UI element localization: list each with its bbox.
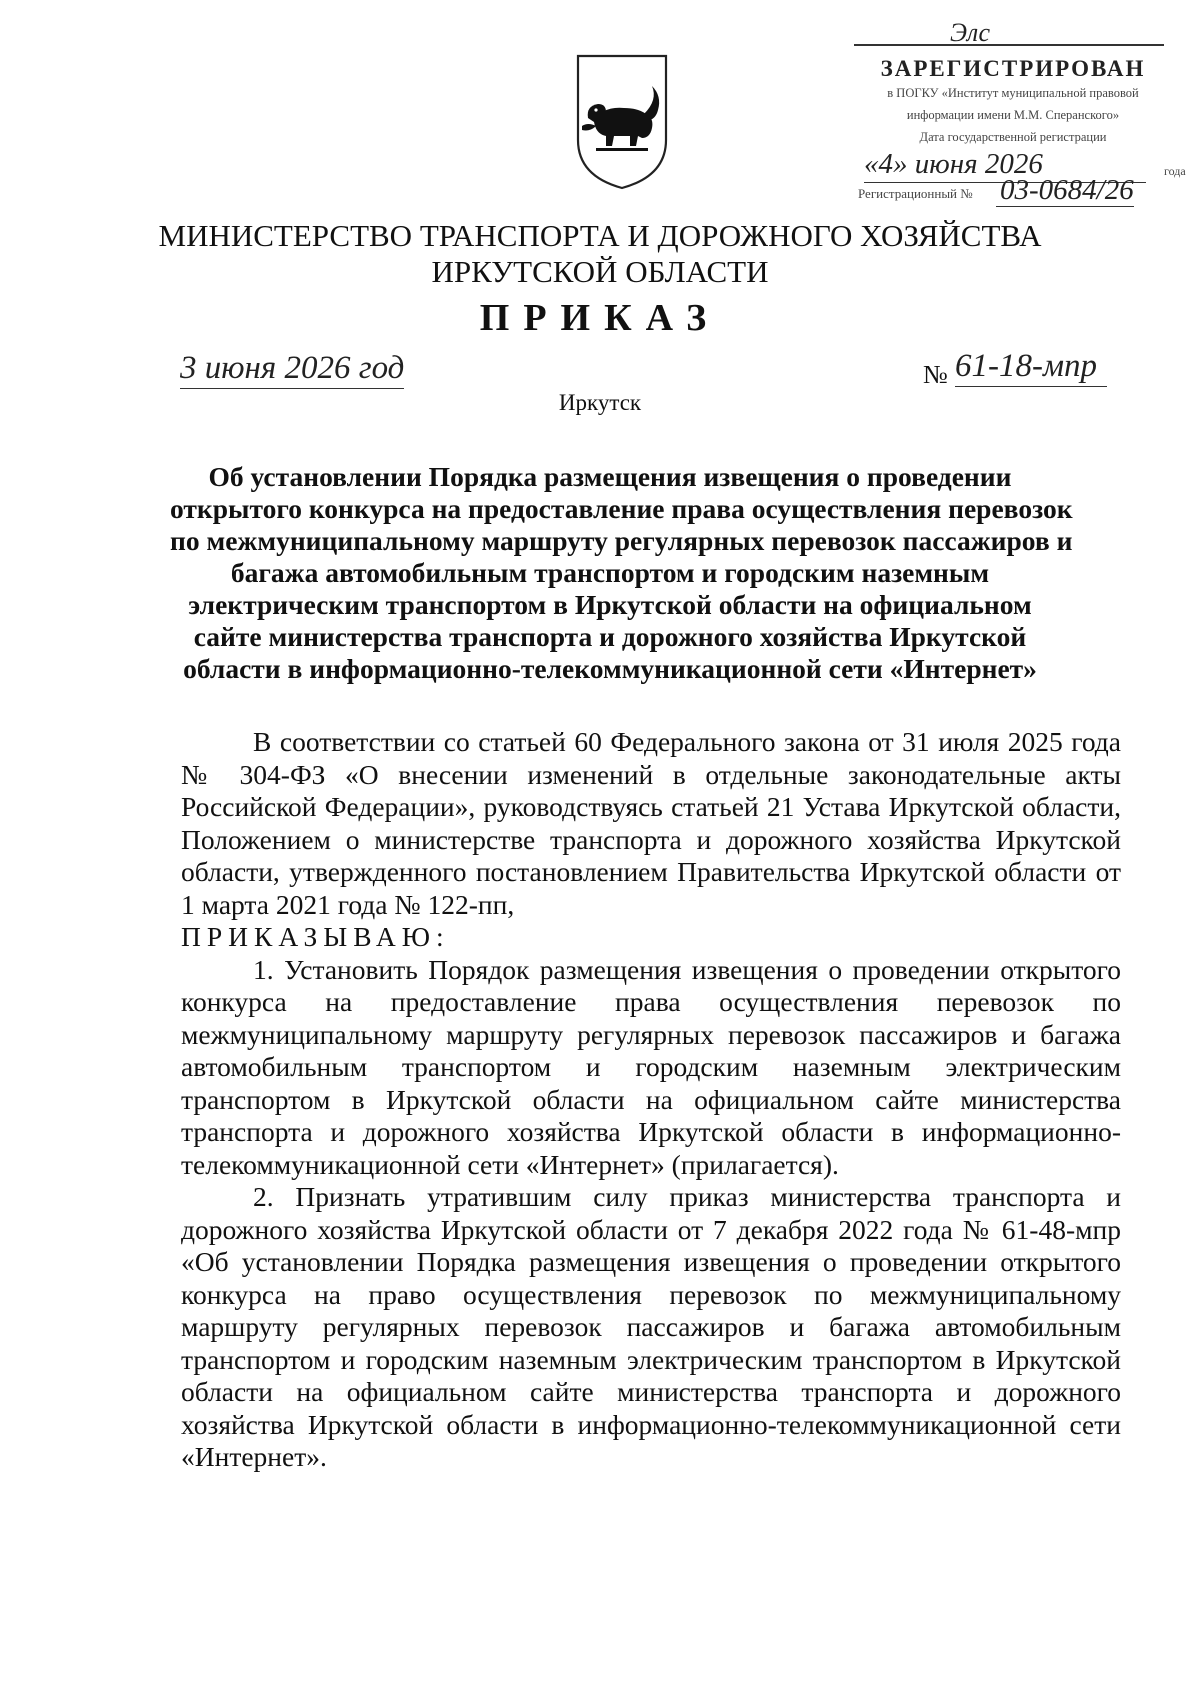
order-number-underline xyxy=(955,386,1107,387)
stamp-date-text: «4» июня 2026 xyxy=(864,148,1043,180)
ministry-line-2: ИРКУТСКОЙ ОБЛАСТИ xyxy=(431,254,769,289)
order-date-underline xyxy=(180,388,404,389)
ministry-header xyxy=(0,218,1200,290)
stamp-reg-label: Регистрационный № xyxy=(858,186,973,201)
title-line: сайте министерства транспорта и дорожного хозяйства Иркутской xyxy=(193,621,1027,652)
order-date xyxy=(180,350,404,387)
title-line: Об установлении Порядка размещения извещения о проведении xyxy=(208,461,1012,492)
order-body xyxy=(181,726,1121,1474)
title-line: электрическим транспортом в Иркутской области на официальном xyxy=(188,589,1032,620)
title-line: открытого конкурса на предоставление права осуществления перевозок xyxy=(170,493,1073,524)
stamp-line-3: Дата государственной регистрации xyxy=(919,130,1107,144)
title-line: багажа автомобильным транспортом и городским наземным xyxy=(230,557,990,588)
order-title xyxy=(170,461,1073,685)
city: Иркутск xyxy=(558,390,642,415)
stamp-year-suffix: года xyxy=(1164,164,1186,178)
stamp-reg-underline xyxy=(996,206,1134,207)
item-1-paragraph: 1. Установить Порядок размещения извещения о проведении открытого конкурса на предоставление права осуществления перевозок по межмуниципальному маршруту регулярных перевозок пассажиров и багажа автомобильным транспортом и городским наземным электрическим транспортом в Иркутской области на официальном сайте министерства транспорта и дорожного хозяйства Иркутской области в информационно-телекоммуникационной сети «Интернет» (прилагается). xyxy=(181,953,1121,1180)
order-number-text: 61-18-мпр xyxy=(955,348,1098,384)
stamp-line-1: в ПОГКУ «Институт муниципальной правовой xyxy=(887,86,1139,100)
title-line: по межмуниципальному маршруту регулярных перевозок пассажиров и xyxy=(170,525,1073,556)
ministry-line-1: МИНИСТЕРСТВО ТРАНСПОРТА И ДОРОЖНОГО ХОЗЯЙСТВА xyxy=(158,218,1042,253)
stamp-signature: Элс xyxy=(950,18,991,47)
title-line: области в информационно-телекоммуникационной сети «Интернет» xyxy=(183,653,1037,684)
stamp-reg-number-text: 03-0684/26 xyxy=(1000,174,1134,206)
order-number xyxy=(955,348,1097,385)
registration-stamp xyxy=(848,14,1186,210)
item-2-paragraph: 2. Признать утратившим силу приказ министерства транспорта и дорожного хозяйства Иркутской области от 7 декабря 2022 года № 61-48-мпр «Об установлении Порядка размещения извещения о проведении открытого конкурса на право осуществления перевозок по межмуниципальному маршруту регулярных перевозок пассажиров и багажа автомобильным транспортом и городским наземным электрическим транспортом в Иркутской области на официальном сайте министерства транспорта и дорожного хозяйства Иркутской области в информационно-телекоммуникационной сети «Интернет». xyxy=(181,1181,1121,1472)
order-word: ПРИКАЗЫВАЮ: xyxy=(181,921,450,952)
order-number-label: № xyxy=(923,360,948,389)
coat-of-arms-icon xyxy=(572,52,672,192)
stamp-title: ЗАРЕГИСТРИРОВАН xyxy=(880,56,1146,81)
preamble-paragraph: В соответствии со статьей 60 Федерального закона от 31 июля 2025 года № 304-ФЗ «О внесении изменений в отдельные законодательные акты Российской Федерации», руководствуясь статьей 21 Устава Иркутской области, Положением о министерстве транспорта и дорожного хозяйства Иркутской области, утвержденного постановлением Правительства Иркутской области от 1 марта 2021 года № 122-пп, xyxy=(181,726,1121,920)
stamp-signature-line xyxy=(854,44,1164,46)
document-type: ПРИКАЗ xyxy=(479,297,721,339)
stamp-reg-number xyxy=(1000,174,1134,207)
order-date-text: 3 июня 2026 год xyxy=(180,350,405,386)
stamp-line-2: информации имени М.М. Сперанского» xyxy=(906,108,1120,122)
